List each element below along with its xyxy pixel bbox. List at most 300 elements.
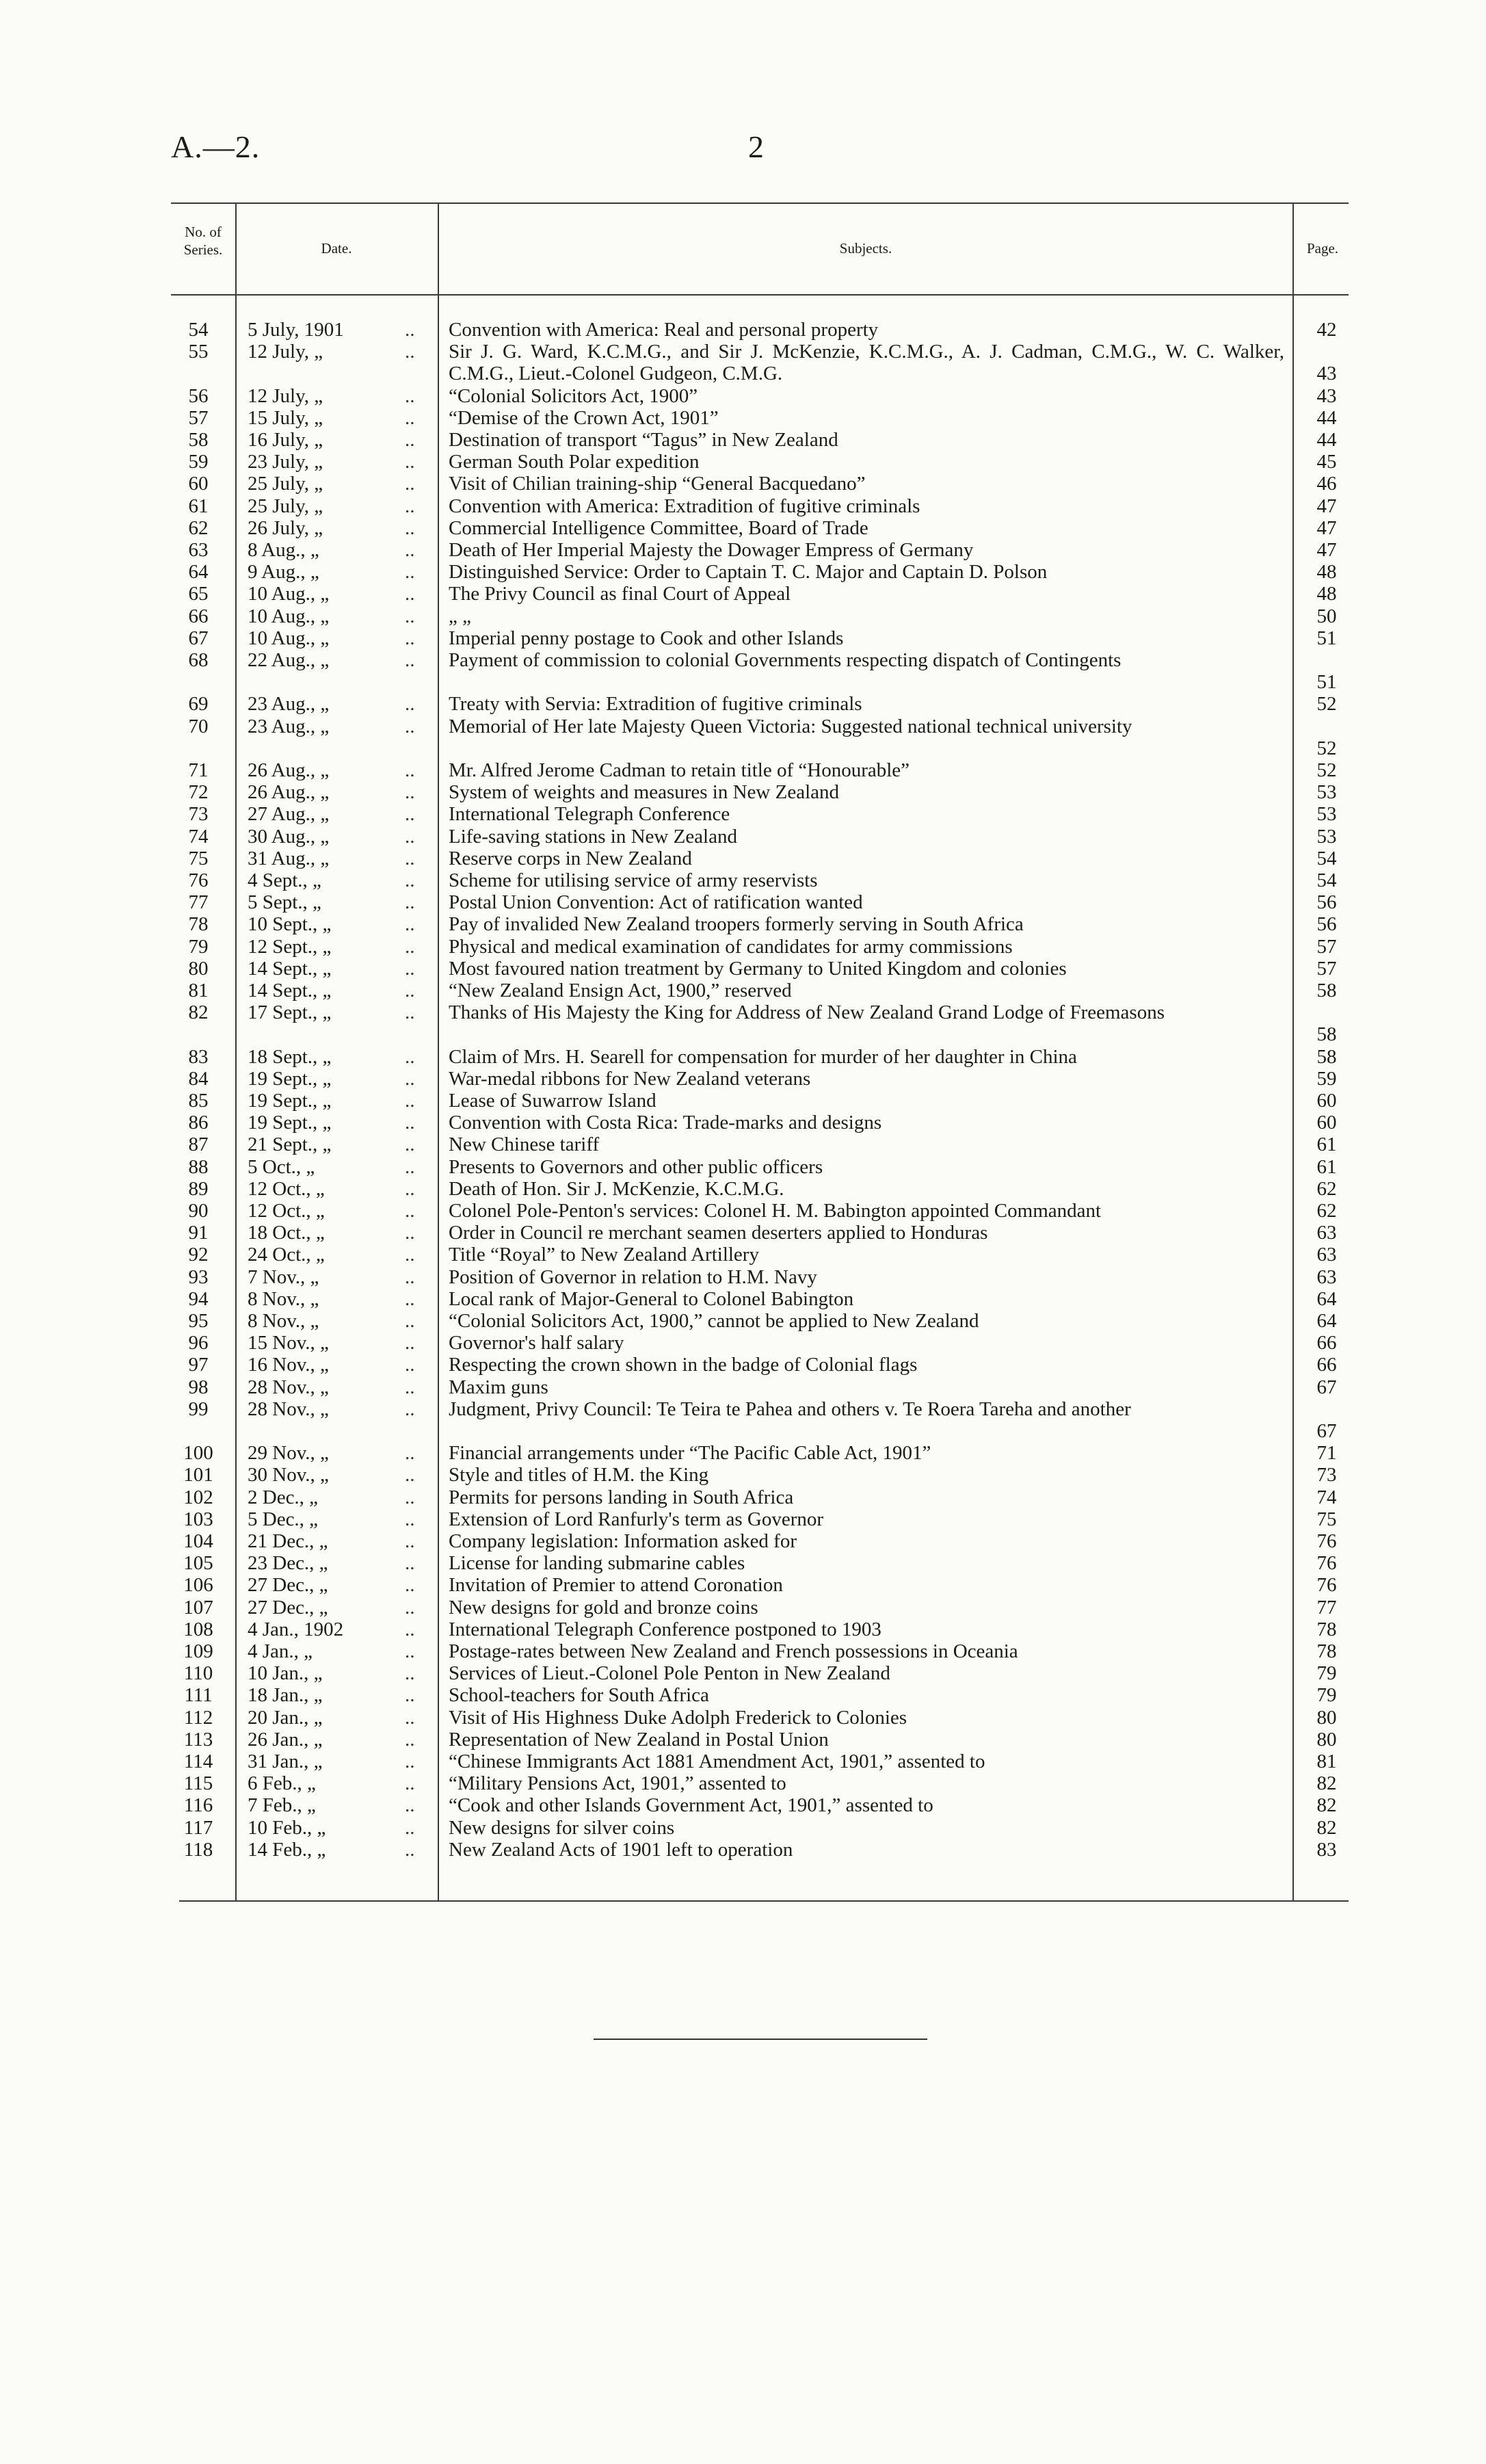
row-date: 12 Oct., „ — [248, 1200, 325, 1222]
table-row — [0, 429, 1486, 451]
series-number: 78 — [188, 913, 209, 936]
row-subject: “Cook and other Islands Government Act, 1901,” assented to — [449, 1794, 933, 1817]
series-number: 95 — [188, 1310, 209, 1332]
series-number: 101 — [183, 1464, 213, 1486]
series-number: 71 — [188, 759, 209, 781]
table-row — [0, 1288, 1486, 1310]
page-reference: 58 — [1316, 980, 1337, 1001]
page-reference: 50 — [1316, 605, 1337, 627]
page-reference: 63 — [1316, 1244, 1337, 1266]
table-row — [0, 1817, 1486, 1839]
series-number: 114 — [183, 1751, 213, 1772]
table-row — [0, 495, 1486, 517]
page-reference: 61 — [1316, 1133, 1337, 1156]
table-row — [0, 1574, 1486, 1596]
table-row — [0, 1751, 1486, 1772]
leader-dots: .. — [405, 1772, 415, 1795]
row-date: 26 Aug., „ — [248, 759, 330, 781]
leader-dots: .. — [405, 473, 415, 495]
table-row — [0, 1046, 1486, 1068]
row-date: 14 Feb., „ — [248, 1838, 326, 1861]
table-row — [0, 781, 1486, 803]
row-subject: “Colonial Solicitors Act, 1900,” cannot be applied to New Zealand — [449, 1310, 979, 1332]
row-subject: Convention with Costa Rica: Trade-marks and designs — [449, 1112, 882, 1134]
leader-dots: .. — [405, 1662, 415, 1685]
leader-dots: .. — [405, 516, 415, 539]
row-date: 7 Nov., „ — [248, 1266, 319, 1288]
series-number: 77 — [188, 891, 209, 914]
row-subject: Representation of New Zealand in Postal Union — [449, 1728, 829, 1751]
row-date: 8 Nov., „ — [248, 1310, 319, 1332]
series-number: 57 — [188, 406, 209, 429]
row-subject: Sir J. G. Ward, K.C.M.G., and Sir J. McKenzie, K.C.M.G., A. J. Cadman, C.M.G., W. C. Walker, C.M.G., Lieut.-Colonel Gudgeon, C.M.G. — [449, 341, 1284, 385]
leader-dots: .. — [405, 1266, 415, 1288]
page-reference: 76 — [1316, 1552, 1337, 1575]
leader-dots: .. — [405, 1090, 415, 1112]
table-row — [0, 1398, 1486, 1442]
table-row — [0, 627, 1486, 649]
leader-dots: .. — [405, 627, 415, 649]
table-row — [0, 1530, 1486, 1552]
leader-dots: .. — [405, 1045, 415, 1068]
series-number: 108 — [183, 1618, 213, 1640]
leader-dots: .. — [405, 1112, 415, 1134]
page-reference: 78 — [1316, 1618, 1337, 1640]
page-reference: 66 — [1316, 1354, 1337, 1376]
table-row — [0, 1486, 1486, 1508]
page-reference: 77 — [1316, 1596, 1337, 1618]
row-date: 24 Oct., „ — [248, 1244, 325, 1266]
table-row — [0, 1001, 1486, 1045]
series-number: 63 — [188, 539, 209, 561]
leader-dots: .. — [405, 429, 415, 451]
row-date: 27 Dec., „ — [248, 1596, 328, 1618]
row-subject: Most favoured nation treatment by Germany to United Kingdom and colonies — [449, 957, 1067, 980]
row-date: 30 Aug., „ — [248, 825, 330, 848]
row-subject: Distinguished Service: Order to Captain T. C. Major and Captain D. Polson — [449, 561, 1048, 584]
table-row — [0, 319, 1486, 341]
series-number: 74 — [188, 825, 209, 848]
row-subject: Convention with America: Real and personal property — [449, 319, 879, 341]
row-subject: New designs for silver coins — [449, 1816, 675, 1839]
page-reference: 52 — [1316, 693, 1337, 716]
page-reference: 57 — [1316, 957, 1337, 980]
row-subject: Local rank of Major-General to Colonel Babington — [449, 1287, 854, 1310]
row-subject: Invitation of Premier to attend Coronation — [449, 1574, 783, 1597]
series-number: 85 — [188, 1090, 209, 1112]
leader-dots: .. — [405, 319, 415, 341]
row-subject: The Privy Council as final Court of Appeal — [449, 583, 791, 605]
row-subject: Scheme for utilising service of army reservists — [449, 869, 818, 891]
row-subject: International Telegraph Conference postponed to 1903 — [449, 1618, 881, 1640]
leader-dots: .. — [405, 803, 415, 826]
series-number: 109 — [183, 1640, 213, 1662]
page-reference: 53 — [1316, 803, 1337, 826]
row-date: 23 Aug., „ — [248, 715, 330, 737]
page-reference: 61 — [1316, 1155, 1337, 1178]
page-reference: 76 — [1316, 1574, 1337, 1597]
page-reference: 78 — [1316, 1640, 1337, 1662]
row-subject: Commercial Intelligence Committee, Board of Trade — [449, 516, 868, 539]
row-subject: International Telegraph Conference — [449, 803, 730, 826]
page-reference: 74 — [1316, 1486, 1337, 1508]
table-row — [0, 1729, 1486, 1751]
page-reference: 44 — [1316, 406, 1337, 429]
leader-dots: .. — [405, 1177, 415, 1200]
leader-dots: .. — [405, 1244, 415, 1266]
row-date: 20 Jan., „ — [248, 1706, 323, 1729]
leader-dots: .. — [405, 1200, 415, 1222]
row-date: 12 July, „ — [248, 341, 323, 363]
series-number: 102 — [183, 1486, 213, 1508]
table-row — [0, 1178, 1486, 1200]
series-number: 65 — [188, 583, 209, 605]
row-subject: Colonel Pole-Penton's services: Colonel H. M. Babington appointed Commandant — [449, 1200, 1102, 1222]
series-number: 89 — [188, 1177, 209, 1200]
leader-dots: .. — [405, 1376, 415, 1398]
table-row — [0, 803, 1486, 825]
row-subject: Reserve corps in New Zealand — [449, 847, 692, 869]
row-subject: System of weights and measures in New Zealand — [449, 781, 839, 804]
page-reference: 59 — [1316, 1067, 1337, 1090]
page-reference: 79 — [1316, 1662, 1337, 1685]
row-subject: War-medal ribbons for New Zealand veterans — [449, 1067, 811, 1090]
series-number: 72 — [188, 781, 209, 804]
row-date: 4 Jan., „ — [248, 1640, 313, 1662]
page-reference: 44 — [1316, 429, 1337, 451]
row-date: 26 Aug., „ — [248, 781, 330, 804]
page-reference: 54 — [1316, 869, 1337, 891]
leader-dots: .. — [405, 1640, 415, 1662]
row-subject: New Chinese tariff — [449, 1133, 600, 1156]
row-date: 26 July, „ — [248, 516, 323, 539]
table-row — [0, 1068, 1486, 1090]
table-row — [0, 891, 1486, 913]
page-number: 2 — [748, 129, 764, 164]
row-date: 10 Feb., „ — [248, 1816, 326, 1839]
leader-dots: .. — [405, 1838, 415, 1861]
row-subject: Financial arrangements under “The Pacific Cable Act, 1901” — [449, 1442, 931, 1465]
series-number: 60 — [188, 473, 209, 495]
leader-dots: .. — [405, 649, 415, 671]
row-subject: Style and titles of H.M. the King — [449, 1464, 709, 1486]
page-reference: 57 — [1316, 935, 1337, 958]
leader-dots: .. — [405, 1332, 415, 1354]
series-number: 88 — [188, 1155, 209, 1178]
series-number: 96 — [188, 1332, 209, 1354]
series-number: 82 — [188, 1001, 209, 1024]
leader-dots: .. — [405, 1222, 415, 1244]
leader-dots: .. — [405, 693, 415, 716]
leader-dots: .. — [405, 1552, 415, 1575]
leader-dots: .. — [405, 539, 415, 561]
table-row — [0, 1552, 1486, 1574]
leader-dots: .. — [405, 957, 415, 980]
table-row — [0, 1662, 1486, 1684]
row-subject: Lease of Suwarrow Island — [449, 1090, 656, 1112]
table-row — [0, 1684, 1486, 1706]
page-reference: 76 — [1316, 1530, 1337, 1552]
column-header-no: No. of Series. — [183, 224, 223, 258]
leader-dots: .. — [405, 869, 415, 891]
series-number: 104 — [183, 1530, 213, 1552]
row-date: 5 July, 1901 — [248, 319, 344, 341]
row-date: 27 Dec., „ — [248, 1574, 328, 1597]
row-subject: Convention with America: Extradition of fugitive criminals — [449, 495, 920, 517]
row-subject: School-teachers for South Africa — [449, 1684, 709, 1707]
series-number: 103 — [183, 1508, 213, 1530]
leader-dots: .. — [405, 1816, 415, 1839]
series-number: 80 — [188, 957, 209, 980]
row-date: 31 Jan., „ — [248, 1751, 323, 1772]
row-subject: Thanks of His Majesty the King for Address of New Zealand Grand Lodge of Freemasons — [449, 1001, 1165, 1024]
leader-dots: .. — [405, 1155, 415, 1178]
leader-dots: .. — [405, 980, 415, 1001]
page-reference: 64 — [1316, 1287, 1337, 1310]
table-row — [0, 1156, 1486, 1178]
table-row — [0, 1133, 1486, 1155]
series-number: 90 — [188, 1200, 209, 1222]
row-date: 16 Nov., „ — [248, 1354, 329, 1376]
series-number: 113 — [183, 1728, 213, 1751]
series-number: 62 — [188, 516, 209, 539]
row-date: 5 Oct., „ — [248, 1155, 315, 1178]
row-subject: Extension of Lord Ranfurly's term as Governor — [449, 1508, 824, 1530]
series-number: 87 — [188, 1133, 209, 1156]
leader-dots: .. — [405, 583, 415, 605]
row-subject: “Chinese Immigrants Act 1881 Amendment Act, 1901,” assented to — [449, 1751, 985, 1772]
page-reference: 62 — [1316, 1200, 1337, 1222]
row-subject: Governor's half salary — [449, 1332, 624, 1354]
table-row — [0, 826, 1486, 848]
table-row — [0, 936, 1486, 958]
table-row — [0, 649, 1486, 693]
table-row — [0, 341, 1486, 384]
page-reference: 42 — [1316, 319, 1337, 341]
leader-dots: .. — [405, 1706, 415, 1729]
table-row — [0, 407, 1486, 429]
page-reference: 56 — [1316, 913, 1337, 936]
leader-dots: .. — [405, 1398, 415, 1420]
row-date: 5 Sept., „ — [248, 891, 321, 914]
table-row — [0, 1464, 1486, 1486]
table-row — [0, 1354, 1486, 1376]
table-row — [0, 958, 1486, 980]
row-subject: “New Zealand Ensign Act, 1900,” reserved — [449, 980, 792, 1001]
row-date: 9 Aug., „ — [248, 561, 319, 584]
row-date: 10 Aug., „ — [248, 627, 330, 649]
row-date: 21 Dec., „ — [248, 1530, 328, 1552]
row-date: 19 Sept., „ — [248, 1112, 332, 1134]
row-subject: Claim of Mrs. H. Searell for compensation for murder of her daughter in China — [449, 1045, 1077, 1068]
series-number: 83 — [188, 1045, 209, 1068]
page-reference: 81 — [1316, 1751, 1337, 1772]
row-subject: Maxim guns — [449, 1376, 548, 1398]
series-number: 76 — [188, 869, 209, 891]
row-date: 10 Sept., „ — [248, 913, 332, 936]
table-row — [0, 1266, 1486, 1288]
table-row — [0, 1508, 1486, 1530]
row-subject: Postage-rates between New Zealand and French possessions in Oceania — [449, 1640, 1018, 1662]
row-date: 31 Aug., „ — [248, 847, 330, 869]
row-subject: Respecting the crown shown in the badge of Colonial flags — [449, 1354, 918, 1376]
series-number: 94 — [188, 1287, 209, 1310]
page-reference: 63 — [1316, 1222, 1337, 1244]
leader-dots: .. — [405, 1751, 415, 1772]
series-number: 64 — [188, 561, 209, 584]
page-reference: 43 — [1316, 384, 1337, 407]
row-subject: Judgment, Privy Council: Te Teira te Pahea and others v. Te Roera Tareha and another — [449, 1398, 1131, 1420]
leader-dots: .. — [405, 341, 415, 363]
row-subject: Mr. Alfred Jerome Cadman to retain title of “Honourable” — [449, 759, 910, 781]
page-reference: 67 — [1316, 1376, 1337, 1398]
row-subject: „ „ — [449, 605, 471, 627]
row-subject: Life-saving stations in New Zealand — [449, 825, 737, 848]
series-number: 111 — [184, 1684, 213, 1707]
page-reference: 80 — [1316, 1706, 1337, 1729]
table-row — [0, 1310, 1486, 1332]
leader-dots: .. — [405, 1530, 415, 1552]
page-reference: 82 — [1316, 1794, 1337, 1817]
leader-dots: .. — [405, 715, 415, 737]
row-date: 15 July, „ — [248, 406, 323, 429]
series-number: 69 — [188, 693, 209, 716]
page-reference: 48 — [1316, 561, 1337, 584]
row-date: 19 Sept., „ — [248, 1067, 332, 1090]
series-number: 99 — [188, 1398, 209, 1420]
table-row — [0, 759, 1486, 781]
series-number: 75 — [188, 847, 209, 869]
row-subject: Imperial penny postage to Cook and other Islands — [449, 627, 844, 649]
table-row — [0, 1597, 1486, 1618]
table-row — [0, 1640, 1486, 1662]
row-subject: Services of Lieut.-Colonel Pole Penton in New Zealand — [449, 1662, 890, 1685]
table-bottom-rule — [179, 1900, 1349, 1902]
page-reference: 67 — [1316, 1419, 1337, 1442]
row-subject: Memorial of Her late Majesty Queen Victoria: Suggested national technical university — [449, 715, 1132, 737]
series-number: 73 — [188, 803, 209, 826]
series-number: 59 — [188, 451, 209, 473]
series-number: 58 — [188, 429, 209, 451]
column-header-subjects: Subjects. — [839, 240, 892, 257]
row-date: 19 Sept., „ — [248, 1090, 332, 1112]
row-subject: German South Polar expedition — [449, 451, 700, 473]
series-number: 67 — [188, 627, 209, 649]
series-number: 91 — [188, 1222, 209, 1244]
row-subject: Visit of His Highness Duke Adolph Frederick to Colonies — [449, 1706, 907, 1729]
table-row — [0, 583, 1486, 605]
series-number: 86 — [188, 1112, 209, 1134]
page-reference: 64 — [1316, 1310, 1337, 1332]
row-subject: New designs for gold and bronze coins — [449, 1596, 758, 1618]
row-subject: “Demise of the Crown Act, 1901” — [449, 406, 719, 429]
leader-dots: .. — [405, 1618, 415, 1640]
row-subject: Pay of invalided New Zealand troopers formerly serving in South Africa — [449, 913, 1024, 936]
document-reference: A.—2. — [171, 129, 261, 164]
series-number: 98 — [188, 1376, 209, 1398]
row-date: 8 Nov., „ — [248, 1287, 319, 1310]
row-subject: Position of Governor in relation to H.M. Navy — [449, 1266, 817, 1288]
series-number: 117 — [183, 1816, 213, 1839]
leader-dots: .. — [405, 825, 415, 848]
row-subject: License for landing submarine cables — [449, 1552, 745, 1575]
leader-dots: .. — [405, 1574, 415, 1597]
row-date: 8 Aug., „ — [248, 539, 319, 561]
table-row — [0, 385, 1486, 407]
page-reference: 82 — [1316, 1772, 1337, 1795]
table-row — [0, 1794, 1486, 1816]
series-number: 97 — [188, 1354, 209, 1376]
leader-dots: .. — [405, 891, 415, 914]
table-row — [0, 1707, 1486, 1729]
page-reference: 47 — [1316, 539, 1337, 561]
table-row — [0, 1442, 1486, 1464]
table-row — [0, 1618, 1486, 1640]
table-row — [0, 1090, 1486, 1112]
series-number: 56 — [188, 384, 209, 407]
row-subject: Title “Royal” to New Zealand Artillery — [449, 1244, 759, 1266]
series-number: 110 — [183, 1662, 213, 1685]
page-reference: 53 — [1316, 781, 1337, 804]
row-date: 15 Nov., „ — [248, 1332, 329, 1354]
table-row — [0, 1112, 1486, 1133]
page-reference: 47 — [1316, 495, 1337, 517]
leader-dots: .. — [405, 1133, 415, 1156]
row-date: 30 Nov., „ — [248, 1464, 329, 1486]
row-date: 14 Sept., „ — [248, 980, 332, 1001]
leader-dots: .. — [405, 759, 415, 781]
row-date: 14 Sept., „ — [248, 957, 332, 980]
table-row — [0, 1332, 1486, 1354]
row-date: 25 July, „ — [248, 473, 323, 495]
page-reference: 52 — [1316, 737, 1337, 759]
row-subject: Death of Her Imperial Majesty the Dowager Empress of Germany — [449, 539, 974, 561]
table-top-rule — [171, 202, 1349, 204]
column-header-page: Page. — [1306, 240, 1339, 257]
row-date: 5 Dec., „ — [248, 1508, 319, 1530]
leader-dots: .. — [405, 1596, 415, 1618]
page-reference: 71 — [1316, 1442, 1337, 1465]
leader-dots: .. — [405, 495, 415, 517]
series-number: 61 — [188, 495, 209, 517]
row-date: 28 Nov., „ — [248, 1398, 329, 1420]
row-subject: Postal Union Convention: Act of ratification wanted — [449, 891, 863, 914]
page-reference: 82 — [1316, 1816, 1337, 1839]
table-row — [0, 451, 1486, 473]
series-number: 115 — [183, 1772, 213, 1795]
leader-dots: .. — [405, 384, 415, 407]
row-date: 10 Jan., „ — [248, 1662, 323, 1685]
table-row — [0, 561, 1486, 583]
series-number: 70 — [188, 715, 209, 737]
table-row — [0, 473, 1486, 495]
leader-dots: .. — [405, 935, 415, 958]
series-number: 112 — [183, 1706, 213, 1729]
page-reference: 60 — [1316, 1090, 1337, 1112]
leader-dots: .. — [405, 1001, 415, 1024]
leader-dots: .. — [405, 605, 415, 627]
row-date: 12 Sept., „ — [248, 935, 332, 958]
page-reference: 83 — [1316, 1838, 1337, 1861]
table-row — [0, 1222, 1486, 1244]
page-reference: 60 — [1316, 1112, 1337, 1134]
leader-dots: .. — [405, 561, 415, 584]
row-date: 18 Oct., „ — [248, 1222, 325, 1244]
row-subject: Destination of transport “Tagus” in New Zealand — [449, 429, 838, 451]
page-reference: 51 — [1316, 671, 1337, 694]
row-date: 28 Nov., „ — [248, 1376, 329, 1398]
leader-dots: .. — [405, 451, 415, 473]
